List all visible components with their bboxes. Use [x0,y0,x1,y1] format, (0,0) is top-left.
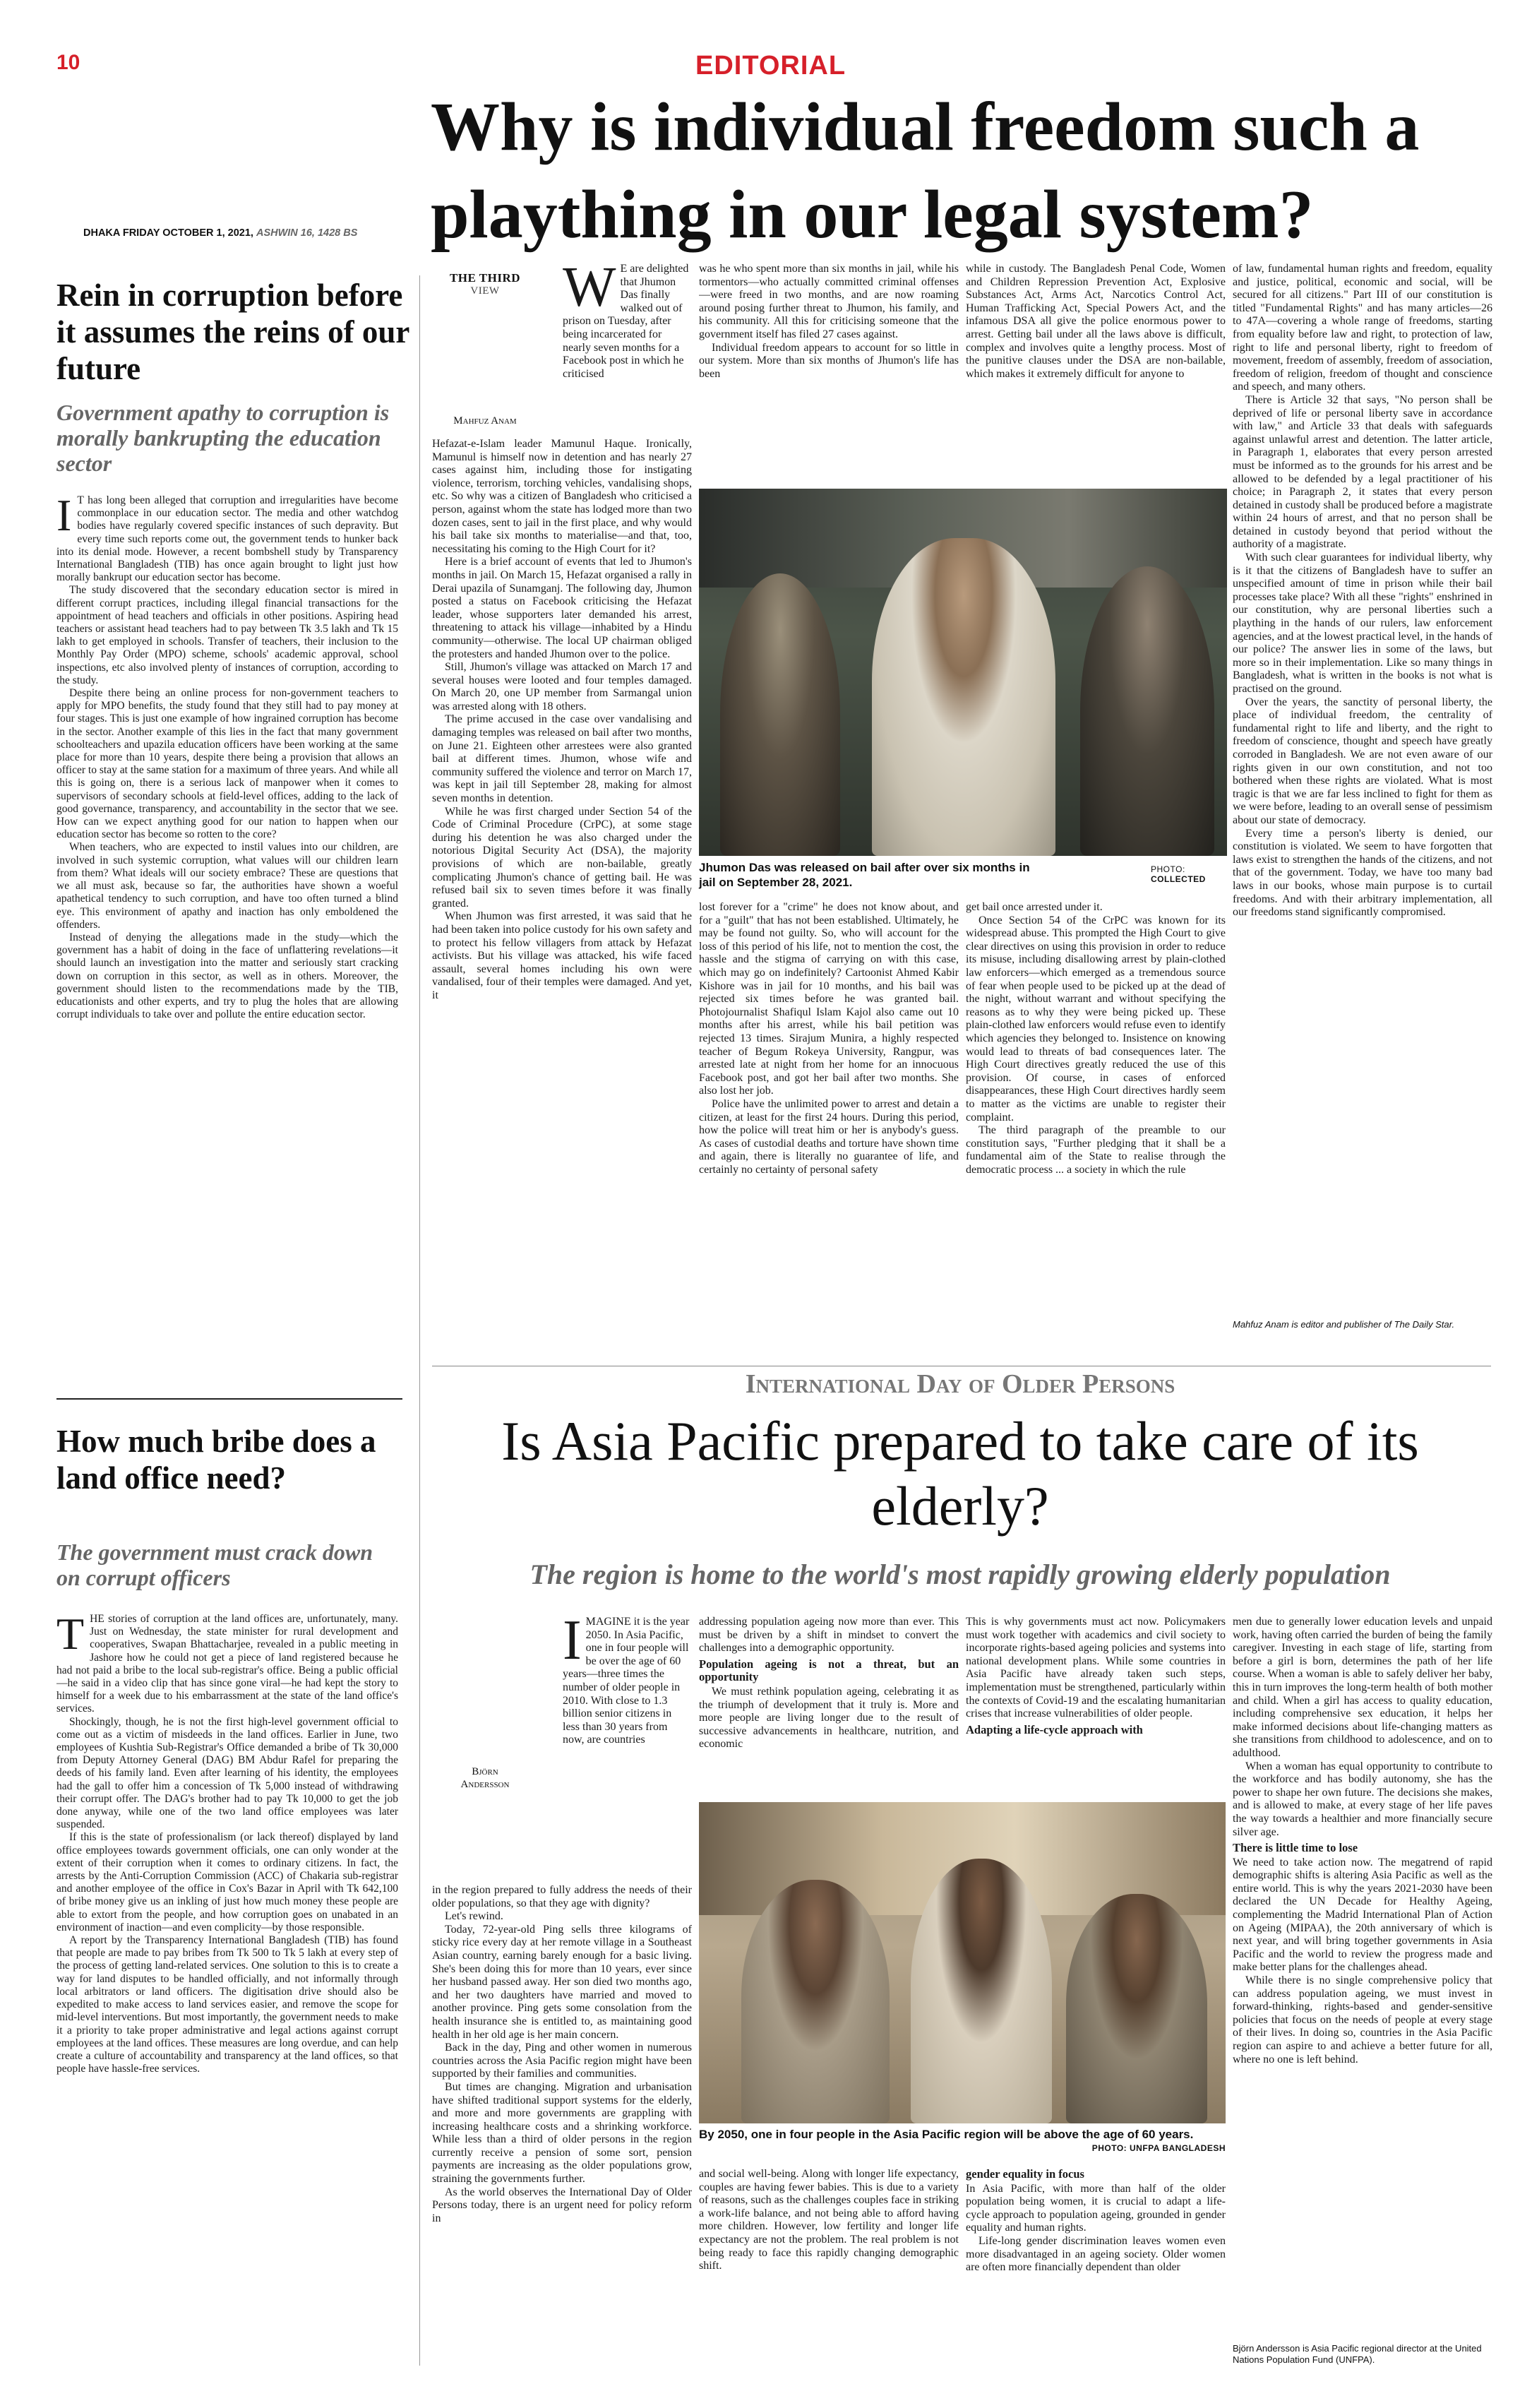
paragraph: men due to generally lower education levels and unpaid work, having often carried the burden of being the family caregiver. Investing in each stage of life, starting from before a girl is born, determines the path of her life course. When a woman is able to safely deliver her baby, this in turn improves the long-term health of both mother and child. When a girl has access to quality education, including comprehensive sex education, it helps her make informed decisions about life-changing matters as she transitions from childhood to adolescence, and on to adulthood. [1233,1616,1492,1759]
editorial-1-headline: Rein in corruption before it assumes the reins of our future [56,278,409,386]
paragraph: while in custody. The Bangladesh Penal Code, Women and Children Repression Prevention Act, Explosive Substances Act, Arms Act, Narcotics Control Act, Human Trafficking Act, Special Powers Act, and the infamous DSA all give the police enormous power to arrest. Getting bail under all the laws above is difficult, complex and involves quite a lengthy process. Most of the punitive clauses under the DSA are non-bailable, which makes it extremely difficult for anyone to [966,263,1226,380]
editorial-2-headline: How much bribe does a land office need? [56,1424,376,1496]
paragraph: Here is a brief account of events that led to Jhumon's months in jail. On March 15, Hefazat organised a rally in Derai upazila of Sunamganj. The following day, Jhumon posted a status on Facebook criticising the Hefazat leader, whose supporters later demanded his arrest, threatening to attack his village—inhabited by a Hindu community—otherwise. The local UP chairman obliged the protesters and handed Jhumon over to the police. [432,556,692,660]
paragraph: lost forever for a "crime" he does not know about, and for a "guilt" that has not been established. Ultimately, he may be found not guilty. So, who will account for the loss of this period of his life, not to mention the cost, the hassle and the stigma of carrying on with this case, which may go on indefinitely? Cartoonist Ahmed Kabir Kishore was in jail for 10 months, and his bail was rejected six times before he was granted bail. Photojournalist Shafiqul Islam Kajol also came out 10 months after his arrest, while his bail petition was rejected 13 times. Sirajum Munira, a highly respected teacher of Begum Rokeya University, Rangpur, was arrested late at night from her home for an innocuous Facebook post, and got her bail after two months. She also lost her job. [699,901,959,1097]
paragraph: of law, fundamental human rights and freedom, equality and justice, political, economic and social, will be secured for all citizens." Part III of our constitution is titled "Fundamental Rights" and has many articles—26 to 47A—covering a whole range of freedoms, starting from equality before law and right, to protection of law, right to life and personal liberty, right to freedom of movement, freedom of assembly, freedom of association, freedom of religion, freedom of thought and conscience and speech, and many others. [1233,263,1492,393]
paragraph: With such clear guarantees for individual liberty, why is it that the citizens of Bangladesh have to suffer an unspecified amount of time in prison while their bail processes take place? With all these "rights" enshrined in our constitution, why are personal liberties such a plaything in the hands of our rulers, law enforcement agencies, and at the lowest practical level, in the hands of our police? The answer lies in some of the laws, but more so in their implementation. Like so many things in Bangladesh, what is written in the books is not what is practised on the ground. [1233,552,1492,695]
paragraph: When teachers, who are expected to instil values into our children, are involved in such systemic corruption, what values will our children learn from them? What ideals will our society embrace? These are questions that we all must ask, because so far, the authorities have shown a woeful apathetical tendency to such corruption, and have too often turned a blind eye. This environment of apathy and inaction has only emboldened the offenders. [56,841,398,931]
older-persons-subhead: The region is home to the world's most rapidly growing elderly population [529,1558,1391,1590]
photo-figure-left [741,1880,890,2123]
paragraph: in the region prepared to fully address the needs of their older populations, so that they age with dignity? [432,1884,692,1909]
paragraph: Over the years, the sanctity of personal liberty, the place of individual freedom, the centrality of fundamental right to life and liberty, and the right to freedom of conscience, thought and speech have greatly corroded in Bangladesh. We are not even aware of our rights given in our own constitution, and not too bothered when these rights are violated. What is most tragic is that we are far less inclined to fight for them as we were before, leading to an overall sense of pessimism about our state of democracy. [1233,696,1492,826]
paragraph: The prime accused in the case over vandalising and damaging temples was released on bail after two months, on June 21. Eighteen other arrestees were also granted bail at different times. Jhumon, whose wife and community suffered the violence and terror on March 17, was kept in jail till September 28, making for almost seven months in detention. [432,713,692,805]
photo-figure-right [1066,1894,1207,2123]
paragraph: Despite there being an online process for non-government teachers to apply for MPO benefits, the study found that they still had to pay money at four stages. This is just one example of how ingrained corruption has become in the sector. Another example of this lies in the fact that many government schoolteachers and upazila education officers have been working at the same place for more than 10 years, despite there being a provision that allows an officer to stay at the same station for a maximum of three years. And while all this is going on, there is a serious lack of manpower when it comes to supervisors of secondary schools at field-level offices, adding to the lack of good governance, transparency, and accountability in the sector that we see. How can we expect anything good for our nation to happen when our education sector has become so rotten to the core? [56,687,398,841]
paragraph: We must rethink population ageing, celebrating it as the triumph of development that it truly is. More and more people are living longer due to the result of successive advancements in healthcare, nutrition, and economic [699,1685,959,1751]
photo-elderly [699,1802,1226,2123]
paragraph: Today, 72-year-old Ping sells three kilograms of sticky rice every day at her remote village in a Southeast Asian country, earning barely enough for a basic living. She's been doing this for more than 10 years, ever since her husband passed away. Her son died two months ago, and her two daughters have married and moved to another province. Ping gets some consolation from the health insurance she is entitled to, as maintaining good health in her old age is her main concern. [432,1923,692,2041]
intro-text: E are delighted that Jhumon Das finally walked out of prison on Tuesday, after being incarcerated for nearly seven months for a Facebook post in which he criticised [563,263,689,380]
photo-caption: Jhumon Das was released on bail after over six months in jail on September 28, 2021. [699,861,1030,889]
section-label: EDITORIAL [695,51,846,81]
dropcap: W [563,263,616,318]
editorial-2-subhead: The government must crack down on corrupt officers [56,1539,373,1590]
paragraph: Instead of denying the allegations made in the study—which the government has a habit of doing in the face of unflattering revelations—it should launch an investigation into the matter and seriously start cracking down on corruption in this sector, as well as in others. Moreover, the government should listen to the recommendations made by the TIB, educationists and other experts, and try to plug the holes that are allowing corrupt individuals to take over and pollute the entire education sector. [56,931,398,1021]
divider [56,1398,402,1400]
older-persons-headline: Is Asia Pacific prepared to take care of its elderly? [501,1410,1419,1537]
main-headline: Why is individual freedom such a plaything in our legal system? [431,89,1420,253]
paragraph: Life-long gender discrimination leaves women even more disadvantaged in an ageing society. Older women are often more financially dependent than older [966,2234,1226,2274]
intro-text: MAGINE it is the year 2050. In Asia Pacific, one in four people will be over the age of 60 years—three times the number of older people in 2010. With close to 1.3 billion senior citizens in less than 30 years from now, are countries [563,1616,690,1746]
photo-credit [1151,864,1221,884]
column-label-line2: VIEW [470,285,500,297]
paragraph: and social well-being. Along with longer life expectancy, couples are having fewer babies. This is due to a variety of reasons, such as the challenges couples face in striking a work-life balance, and not being able to afford having more children. However, low fertility and longer life expectancy are not the problem. The real problem is not being ready to face this rapidly changing demographic shift. [699,2168,959,2272]
paragraph: When a woman has equal opportunity to contribute to the workforce and has bodily autonomy, she has the power to shape her own future. The decisions she makes, and is allowed to make, at every stage of her life paves the way towards a healthier and more financially secure silver age. [1233,1760,1492,1838]
paragraph: When Jhumon was first arrested, it was said that he had been taken into police custody for his own safety and to protect his fellow villagers from attack by Hefazat activists. But his village was attacked, his wife faced assault, several homes including his own were vandalised, four of their temples were damaged. And yet, it [432,910,692,1001]
main-col1-body [432,438,692,1352]
paragraph: Shockingly, though, he is not the first high-level government official to come out as a victim of misdeeds in the land offices. Earlier in June, two employees of Kushtia Sub-Registrar's Office demanded a bribe of Tk 30,000 from Deputy Attorney General (DAG) BM Abdur Rafel for preparing the deeds of his family land. Even after learning of his identity, the employees had the gall to offer him a concession of Tk 5,000 instead of withdrawing their corrupt offer. The DAG's brother had to pay Tk 10,000 to get the job done anyway, while one of the two land office employees was later suspended. [56,1715,398,1831]
main-col4 [1233,263,1492,1308]
photo-figure-left [720,573,840,856]
older-col2-top [699,1616,959,1799]
paragraph: Police have the unlimited power to arrest and detain a citizen, at least for the first 24 hours. During this period, how the police will treat him or her is anybody's guess. As cases of custodial deaths and torture have shown time and again, there is literally no guarantee of life, and certainly no certainty of personal safety [699,1097,959,1176]
photo-figure-center [911,1859,1052,2123]
section-kicker: International Day of Older Persons [745,1369,1175,1399]
photo-jhumon-das [699,489,1227,856]
main-col3-top [966,263,1226,489]
paragraph: Hefazat-e-Islam leader Mamunul Haque. Ironically, Mamunul is himself now in detention and has nearly 27 cases against him, including those for instigating violence, terrorism, torching vehicles, vandalising shops, etc. So why was a citizen of Bangladesh who criticised a person, against whom the state has lodged more than two dozen cases, sent to jail in the first place, and why would his bail take six months to materialise—and that, too, necessitating his coming to the High Court for it? [432,438,692,555]
photo-credit: PHOTO: UNFPA BANGLADESH [1091,2143,1226,2153]
older-col2-bottom [699,2168,959,2373]
dropcap: I [563,1616,582,1671]
paragraph: There is Article 32 that says, "No person shall be deprived of life or personal liberty save in accordance with law," and Article 33 that deals with safeguards against unlawful arrest and detention. The latter article, in Paragraph 1, elaborates that every person arrested must be informed as to the grounds for his arrest and be allowed to be defended by a legal practitioner of his choice; in Paragraph 2, it states that every person detained in custody shall be produced before a magistrate within 24 hours of arrest, and that no person shall be detained in custody beyond that period without the authority of a magistrate. [1233,393,1492,551]
photo-figure-center [872,538,1055,856]
column-divider [419,275,420,2366]
byline-author [432,1765,538,1791]
dropcap: I [56,494,72,540]
paragraph: Every time a person's liberty is denied, our constitution is violated. We seem to have forgotten that laws exist to strengthen the hands of the citizens, and not that of the government. Today, we have too many bad laws in our books, whose main purpose is to curtail freedoms. And with their arbitrary implementation, all our freedoms stand significantly compromised. [1233,827,1492,919]
paragraph: In Asia Pacific, with more than half of the older population being women, it is crucial to adapt a life-cycle approach to population ageing, grounded in gender equality and human rights. [966,2182,1226,2234]
older-col4 [1233,1616,1492,2336]
editorial-1-subhead: Government apathy to corruption is morally bankrupting the education sector [56,400,390,476]
author-last-name: Andersson [460,1779,510,1790]
editorial-1-body [56,494,398,1310]
main-col2-top [699,263,959,489]
paragraph: But times are changing. Migration and urbanisation have shifted traditional support systems for the elderly, and more and more governments are grappling with increasing healthcare costs and a shrinking workforce. While less than a third of older persons in the region currently receive a pension of some sort, pension payments are increasing as the older populations grow, straining the governments further. [432,2080,692,2186]
photo-caption: By 2050, one in four people in the Asia Pacific region will be above the age of 60 years. [699,2128,1194,2141]
paragraph: If this is the state of professionalism (or lack thereof) displayed by land office employees towards government officials, one can only wonder at the extent of their corruption when it comes to ordinary citizens. In fact, the arrests by the Anti-Corruption Commission (ACC) of Chakaria sub-registrar and another employee of the office in Cox's Bazar in April with Tk 642,100 of bribe money give us an inkling of just how much money these people are able to extort from the people, and how corruption goes on unabated in an environment of inaction—and even complicity—by those responsible. [56,1831,398,1933]
paragraph: The study discovered that the secondary education sector is mired in different corrupt practices, including illegal financial transactions for the appointment of head teachers and officials in other positions. Aspiring head teachers or assistant head teachers had to pay between Tk 3.5 lakh and Tk 15 lakh to get employed in schools. Transfer of teachers, their inclusion to the Monthly Pay Order (MPO) scheme, schools' academic approval, school inspections, etc also involved plenty of instances of corruption, according to the study. [56,584,398,686]
dateline-date: DHAKA FRIDAY OCTOBER 1, 2021, [83,227,253,239]
column-label [432,271,538,297]
subheading: Adapting a life-cycle approach with [966,1722,1143,1736]
photo-figure-right [1080,566,1214,856]
main-col2-bottom [699,901,959,1353]
paragraph: addressing population ageing now more than ever. This must be driven by a shift in mindset to convert the challenges into a demographic opportunity. [699,1616,959,1655]
photo-credit-label: PHOTO: [1151,864,1185,874]
dropcap: T [56,1613,85,1659]
author-bio: Mahfuz Anam is editor and publisher of The Daily Star. [1233,1319,1455,1330]
editorial-1-intro: T has long been alleged that corruption and irregularities have become commonplace in our education sector. The media and other watchdog bodies have regularly covered specific instances of such depravity. But every time such reports come out, the government tends to hunker back into its denial mode. However, a recent bombshell study by Transparency International Bangladesh (TIB) has once again brought to light just how morally bankrupt our education sector has become. [56,494,398,584]
byline-author: Mahfuz Anam [453,415,517,427]
page-number: 10 [56,51,80,74]
paragraph: Still, Jhumon's village was attacked on March 17 and several houses were looted and four temples damaged. On March 20, one UP member from Sarmangal union was arrested along with 18 others. [432,661,692,713]
older-col1-body [432,1884,692,2371]
column-label-line1: THE THIRD [449,271,521,285]
paragraph: Once Section 54 of the CrPC was known for its widespread abuse. This prompted the High Court to give clear directives on using this provision in order to reduce its misuse, including disallowing arrest by plain-clothed law enforcers—which emerged as a tremendous source of fear when people used to be picked up at the dead of the night, without warrant and without specifying the reasons as to why they were being picked up. These plain-clothed law enforcers would refuse even to identify which agencies they belonged to. Insistence on knowing would lead to threats of bad consequences later. The High Court directives greatly reduced the use of this provision. Of course, in cases of enforced disappearances, these High Court directives hardly seem to matter as the victims are unable to register their complaint. [966,914,1226,1123]
dateline [83,227,357,239]
paragraph: We need to take action now. The megatrend of rapid demographic shifts is altering Asia Pacific as well as the entire world. This is why the years 2021-2030 have been declared the UN Decade for Healthy Ageing, complementing the Madrid International Plan of Action on Ageing (MIPAA), the 20th anniversary of which is next year, and will bring together governments in Asia Pacific and the world to review the progress made and make better plans for the challenges ahead. [1233,1856,1492,1974]
paragraph: As the world observes the International Day of Older Persons today, there is an urgent need for policy reform in [432,2186,692,2224]
dateline-bangla: ASHWIN 16, 1428 BS [256,227,358,239]
paragraph: Let's rewind. [445,1910,503,1923]
paragraph: Back in the day, Ping and other women in numerous countries across the Asia Pacific region might have been supported by their families and communities. [432,2042,692,2080]
main-col3-bottom [966,901,1226,1353]
editorial-2-intro: HE stories of corruption at the land offices are, unfortunately, many. Just on Wednesday, the state minister for rural development and cooperatives, Swapan Bhattacharjee, revealed in a public meeting in Jashore how he could not get a piece of land registered because he had not paid a bribe to the local sub-registrar's office. Being a public official—he said in a video clip that has since gone viral—he had kept the story to himself for a week due to his embarrassment at the state of the land office's services. [56,1613,398,1715]
subheading: gender equality in focus [966,2168,1084,2181]
author-bio: Björn Andersson is Asia Pacific regional director at the United Nations Population Fund (UNFPA). [1233,2343,1482,2365]
subheading: There is little time to lose [1233,1841,1358,1855]
older-col1-intro [563,1616,690,1884]
photo-credit-source: COLLECTED [1151,874,1206,884]
paragraph: was he who spent more than six months in jail, while his tormentors—who actually committed criminal offenses—were freed in two months, and are now roaming around posing further threat to Jhumon, his family, and his community. All this for criticising someone that the government itself has filed 27 cases against. [699,263,959,340]
paragraph: A report by the Transparency International Bangladesh (TIB) has found that people are made to pay bribes from Tk 500 to Tk 5 lakh at every step of the process of getting land-related services. One solution to this is to create a way for land disputes to be handled officially, and not informally through local arbitrators or land officers. The digitisation drive should also be expedited to make access to land services easier, and remove the scope for mid-level interventions. But most importantly, the government needs to make it a priority to take proper administrative and legal actions against corrupt employees at the land offices. These measures are long overdue, and can help create a culture of accountability and transparency at the land offices, so that people have hassle-free services. [56,1934,398,2075]
older-col3-top [966,1616,1226,1799]
paragraph: While he was first charged under Section 54 of the Code of Criminal Procedure (CrPC), at some stage during his detention he was also charged under the notorious Digital Security Act (DSA), the majority provisions of which are non-bailable, greatly complicating Jhumon's chance of getting bail. He was refused bail six to seven times before it was finally granted. [432,805,692,910]
author-first-name: Björn [472,1766,498,1777]
main-col1-intro [563,263,690,436]
paragraph: Individual freedom appears to account for so little in our system. More than six months of Jhumon's life has been [699,341,959,380]
subheading: Population ageing is not a threat, but an opportunity [699,1657,959,1684]
paragraph: The third paragraph of the preamble to our constitution says, "Further pledging that it shall be a fundamental aim of the State to realise through the democratic process ... a society in which the rule [966,1124,1226,1176]
paragraph: While there is no single comprehensive policy that can address population ageing, we must invest in forward-thinking, rights-based and gender-sensitive policies that focus on the needs of people at every stage of their lives. In doing so, countries in the Asia Pacific region can aspire to and achieve a better future for all, where no one is left behind. [1233,1974,1492,2066]
paragraph: This is why governments must act now. Policymakers must work together with academics and civil society to incorporate rights-based ageing policies and systems into national development plans. While some countries in Asia Pacific have already taken such steps, implementation must be strengthened, particularly within the contexts of Covid-19 and the escalating humanitarian crises that increase vulnerabilities of older people. [966,1616,1226,1720]
older-col3-bottom [966,2168,1226,2373]
paragraph: get bail once arrested under it. [966,901,1103,913]
editorial-2-body [56,1613,398,2361]
